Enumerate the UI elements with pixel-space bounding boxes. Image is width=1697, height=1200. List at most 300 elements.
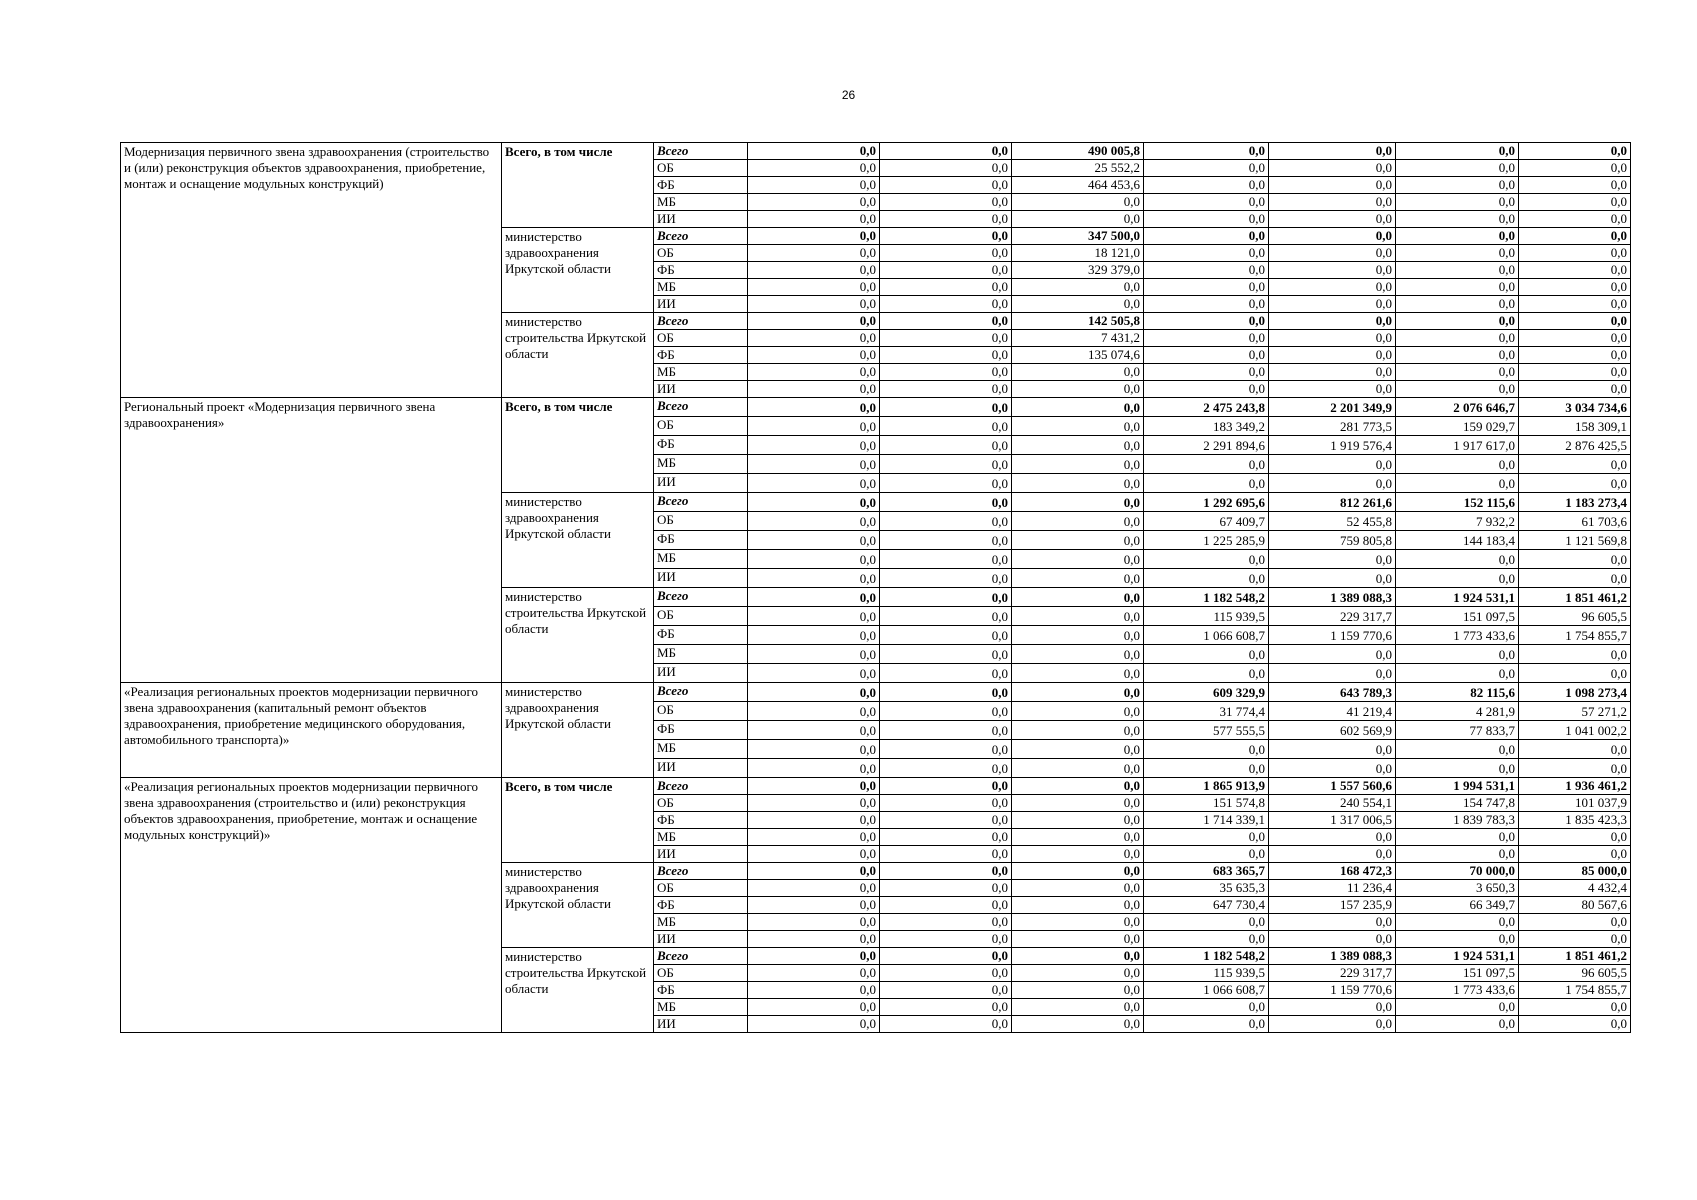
funding-source-cell: Всего — [654, 683, 748, 702]
amount-cell: 0,0 — [1269, 279, 1396, 296]
amount-cell: 240 554,1 — [1269, 795, 1396, 812]
funding-source-cell: ОБ — [654, 702, 748, 721]
amount-cell: 1 835 423,3 — [1519, 812, 1631, 829]
amount-cell: 0,0 — [1269, 664, 1396, 683]
amount-cell: 18 121,0 — [1012, 245, 1144, 262]
amount-cell: 0,0 — [748, 143, 880, 160]
amount-cell: 0,0 — [880, 569, 1012, 588]
amount-cell: 0,0 — [880, 914, 1012, 931]
amount-cell: 0,0 — [1144, 645, 1269, 664]
amount-cell: 0,0 — [1396, 313, 1519, 330]
amount-cell: 0,0 — [748, 398, 880, 417]
amount-cell: 0,0 — [1012, 683, 1144, 702]
amount-cell: 0,0 — [1519, 194, 1631, 211]
amount-cell: 0,0 — [880, 194, 1012, 211]
amount-cell: 0,0 — [880, 626, 1012, 645]
funding-source-cell: ОБ — [654, 795, 748, 812]
amount-cell: 154 747,8 — [1396, 795, 1519, 812]
responsible-executor-cell: министерство строительства Иркутской области — [502, 588, 654, 683]
funding-source-cell: ОБ — [654, 245, 748, 262]
amount-cell: 490 005,8 — [1012, 143, 1144, 160]
funding-source-cell: ИИ — [654, 931, 748, 948]
amount-cell: 0,0 — [748, 1016, 880, 1033]
funding-source-cell: Всего — [654, 143, 748, 160]
amount-cell: 0,0 — [880, 740, 1012, 759]
amount-cell: 0,0 — [1012, 626, 1144, 645]
amount-cell: 0,0 — [1012, 965, 1144, 982]
amount-cell: 1 754 855,7 — [1519, 982, 1631, 999]
amount-cell: 115 939,5 — [1144, 607, 1269, 626]
amount-cell: 1 714 339,1 — [1144, 812, 1269, 829]
amount-cell: 0,0 — [1396, 381, 1519, 398]
amount-cell: 0,0 — [880, 664, 1012, 683]
amount-cell: 0,0 — [1144, 474, 1269, 493]
amount-cell: 0,0 — [1269, 296, 1396, 313]
amount-cell: 0,0 — [1519, 364, 1631, 381]
responsible-executor-cell: министерство здравоохранения Иркутской области — [502, 683, 654, 778]
amount-cell: 0,0 — [1396, 664, 1519, 683]
amount-cell: 35 635,3 — [1144, 880, 1269, 897]
amount-cell: 0,0 — [1012, 664, 1144, 683]
amount-cell: 0,0 — [748, 569, 880, 588]
amount-cell: 0,0 — [748, 279, 880, 296]
funding-source-cell: МБ — [654, 999, 748, 1016]
funding-source-cell: ИИ — [654, 211, 748, 228]
amount-cell: 1 936 461,2 — [1519, 778, 1631, 795]
amount-cell: 0,0 — [880, 846, 1012, 863]
amount-cell: 0,0 — [1519, 279, 1631, 296]
amount-cell: 0,0 — [1396, 245, 1519, 262]
amount-cell: 0,0 — [1012, 436, 1144, 455]
amount-cell: 0,0 — [1269, 1016, 1396, 1033]
amount-cell: 0,0 — [880, 999, 1012, 1016]
amount-cell: 96 605,5 — [1519, 965, 1631, 982]
amount-cell: 0,0 — [1396, 550, 1519, 569]
amount-cell: 281 773,5 — [1269, 417, 1396, 436]
amount-cell: 2 475 243,8 — [1144, 398, 1269, 417]
amount-cell: 0,0 — [748, 863, 880, 880]
amount-cell: 0,0 — [1012, 417, 1144, 436]
amount-cell: 67 409,7 — [1144, 512, 1269, 531]
amount-cell: 0,0 — [1519, 664, 1631, 683]
amount-cell: 0,0 — [1144, 194, 1269, 211]
funding-source-cell: МБ — [654, 740, 748, 759]
amount-cell: 0,0 — [1012, 982, 1144, 999]
amount-cell: 1 159 770,6 — [1269, 982, 1396, 999]
amount-cell: 1 182 548,2 — [1144, 588, 1269, 607]
amount-cell: 101 037,9 — [1519, 795, 1631, 812]
table-row — [121, 778, 1631, 795]
amount-cell: 0,0 — [748, 664, 880, 683]
amount-cell: 0,0 — [1144, 381, 1269, 398]
amount-cell: 0,0 — [1012, 474, 1144, 493]
amount-cell: 0,0 — [1144, 740, 1269, 759]
funding-source-cell: ФБ — [654, 982, 748, 999]
amount-cell: 1 225 285,9 — [1144, 531, 1269, 550]
amount-cell: 0,0 — [1144, 330, 1269, 347]
amount-cell: 0,0 — [1012, 296, 1144, 313]
page-number: 26 — [841, 88, 856, 102]
amount-cell: 0,0 — [1012, 493, 1144, 512]
amount-cell: 0,0 — [1144, 160, 1269, 177]
responsible-executor-cell: министерство здравоохранения Иркутской области — [502, 493, 654, 588]
amount-cell: 66 349,7 — [1396, 897, 1519, 914]
amount-cell: 683 365,7 — [1144, 863, 1269, 880]
amount-cell: 0,0 — [1269, 160, 1396, 177]
amount-cell: 0,0 — [1012, 702, 1144, 721]
funding-source-cell: ИИ — [654, 759, 748, 778]
amount-cell: 0,0 — [748, 417, 880, 436]
amount-cell: 31 774,4 — [1144, 702, 1269, 721]
amount-cell: 0,0 — [1269, 550, 1396, 569]
amount-cell: 0,0 — [880, 245, 1012, 262]
amount-cell: 0,0 — [1012, 194, 1144, 211]
amount-cell: 1 557 560,6 — [1269, 778, 1396, 795]
amount-cell: 0,0 — [1144, 211, 1269, 228]
amount-cell: 0,0 — [880, 398, 1012, 417]
amount-cell: 0,0 — [1519, 160, 1631, 177]
amount-cell: 7 431,2 — [1012, 330, 1144, 347]
amount-cell: 0,0 — [1519, 313, 1631, 330]
amount-cell: 0,0 — [748, 982, 880, 999]
responsible-executor-cell: министерство строительства Иркутской области — [502, 948, 654, 1033]
amount-cell: 0,0 — [880, 330, 1012, 347]
amount-cell: 0,0 — [1269, 228, 1396, 245]
amount-cell: 2 876 425,5 — [1519, 436, 1631, 455]
amount-cell: 0,0 — [1012, 778, 1144, 795]
funding-source-cell: ИИ — [654, 381, 748, 398]
amount-cell: 0,0 — [880, 880, 1012, 897]
amount-cell: 577 555,5 — [1144, 721, 1269, 740]
budget-table — [120, 142, 1631, 1033]
amount-cell: 0,0 — [748, 645, 880, 664]
amount-cell: 4 281,9 — [1396, 702, 1519, 721]
amount-cell: 0,0 — [1144, 262, 1269, 279]
amount-cell: 0,0 — [1012, 512, 1144, 531]
funding-source-cell: МБ — [654, 455, 748, 474]
funding-source-cell: ОБ — [654, 417, 748, 436]
amount-cell: 0,0 — [1012, 381, 1144, 398]
amount-cell: 0,0 — [1396, 1016, 1519, 1033]
amount-cell: 0,0 — [748, 914, 880, 931]
amount-cell: 0,0 — [1012, 999, 1144, 1016]
amount-cell: 0,0 — [1012, 829, 1144, 846]
amount-cell: 0,0 — [748, 702, 880, 721]
amount-cell: 41 219,4 — [1269, 702, 1396, 721]
funding-source-cell: Всего — [654, 398, 748, 417]
funding-source-cell: МБ — [654, 279, 748, 296]
amount-cell: 0,0 — [1269, 740, 1396, 759]
table-row — [121, 143, 1631, 160]
amount-cell: 96 605,5 — [1519, 607, 1631, 626]
amount-cell: 0,0 — [1396, 228, 1519, 245]
amount-cell: 0,0 — [1396, 279, 1519, 296]
amount-cell: 0,0 — [1012, 740, 1144, 759]
amount-cell: 0,0 — [1012, 759, 1144, 778]
amount-cell: 0,0 — [748, 194, 880, 211]
amount-cell: 0,0 — [1269, 381, 1396, 398]
amount-cell: 0,0 — [748, 493, 880, 512]
amount-cell: 0,0 — [880, 455, 1012, 474]
amount-cell: 0,0 — [1519, 569, 1631, 588]
amount-cell: 0,0 — [880, 965, 1012, 982]
amount-cell: 0,0 — [748, 897, 880, 914]
amount-cell: 0,0 — [748, 474, 880, 493]
amount-cell: 0,0 — [1269, 330, 1396, 347]
amount-cell: 0,0 — [748, 531, 880, 550]
amount-cell: 0,0 — [1012, 812, 1144, 829]
amount-cell: 0,0 — [1396, 645, 1519, 664]
amount-cell: 0,0 — [1519, 829, 1631, 846]
amount-cell: 0,0 — [748, 795, 880, 812]
amount-cell: 0,0 — [748, 607, 880, 626]
amount-cell: 0,0 — [748, 455, 880, 474]
amount-cell: 0,0 — [880, 897, 1012, 914]
amount-cell: 0,0 — [1396, 914, 1519, 931]
amount-cell: 0,0 — [880, 982, 1012, 999]
amount-cell: 0,0 — [1269, 143, 1396, 160]
amount-cell: 0,0 — [1519, 759, 1631, 778]
responsible-executor-cell: Всего, в том числе — [502, 778, 654, 863]
amount-cell: 0,0 — [748, 296, 880, 313]
amount-cell: 0,0 — [1396, 330, 1519, 347]
amount-cell: 0,0 — [1269, 245, 1396, 262]
amount-cell: 157 235,9 — [1269, 897, 1396, 914]
amount-cell: 0,0 — [1269, 347, 1396, 364]
amount-cell: 0,0 — [748, 626, 880, 645]
amount-cell: 3 650,3 — [1396, 880, 1519, 897]
amount-cell: 1 292 695,6 — [1144, 493, 1269, 512]
amount-cell: 0,0 — [1012, 721, 1144, 740]
amount-cell: 0,0 — [1519, 914, 1631, 931]
amount-cell: 0,0 — [1269, 474, 1396, 493]
amount-cell: 0,0 — [1396, 347, 1519, 364]
funding-source-cell: ОБ — [654, 330, 748, 347]
amount-cell: 0,0 — [1396, 829, 1519, 846]
funding-source-cell: Всего — [654, 778, 748, 795]
amount-cell: 0,0 — [1144, 914, 1269, 931]
amount-cell: 152 115,6 — [1396, 493, 1519, 512]
amount-cell: 0,0 — [1012, 364, 1144, 381]
amount-cell: 0,0 — [1269, 364, 1396, 381]
amount-cell: 0,0 — [1519, 931, 1631, 948]
amount-cell: 57 271,2 — [1519, 702, 1631, 721]
amount-cell: 0,0 — [1519, 245, 1631, 262]
amount-cell: 1 773 433,6 — [1396, 626, 1519, 645]
amount-cell: 0,0 — [748, 211, 880, 228]
amount-cell: 0,0 — [880, 279, 1012, 296]
responsible-executor-cell: министерство здравоохранения Иркутской области — [502, 228, 654, 313]
amount-cell: 0,0 — [1396, 999, 1519, 1016]
amount-cell: 643 789,3 — [1269, 683, 1396, 702]
amount-cell: 0,0 — [1269, 645, 1396, 664]
amount-cell: 0,0 — [880, 296, 1012, 313]
amount-cell: 0,0 — [880, 721, 1012, 740]
amount-cell: 1 066 608,7 — [1144, 982, 1269, 999]
amount-cell: 0,0 — [1519, 740, 1631, 759]
amount-cell: 80 567,6 — [1519, 897, 1631, 914]
amount-cell: 0,0 — [880, 493, 1012, 512]
amount-cell: 0,0 — [1269, 759, 1396, 778]
amount-cell: 0,0 — [1012, 645, 1144, 664]
amount-cell: 0,0 — [1396, 296, 1519, 313]
measure-name-cell: Модернизация первичного звена здравоохранения (строительство и (или) реконструкция объектов здравоохранения, приобретение, монтаж и оснащение модульных конструкций) — [121, 143, 502, 398]
amount-cell: 0,0 — [748, 177, 880, 194]
amount-cell: 0,0 — [880, 683, 1012, 702]
table-row — [121, 683, 1631, 702]
amount-cell: 0,0 — [1396, 364, 1519, 381]
amount-cell: 0,0 — [1519, 347, 1631, 364]
amount-cell: 0,0 — [1396, 194, 1519, 211]
amount-cell: 0,0 — [880, 474, 1012, 493]
measure-name-cell: «Реализация региональных проектов модернизации первичного звена здравоохранения (строительство и (или) реконструкция объектов здравоохранения, приобретение, монтаж и оснащение модульных конструкций)» — [121, 778, 502, 1033]
funding-source-cell: ИИ — [654, 846, 748, 863]
amount-cell: 159 029,7 — [1396, 417, 1519, 436]
amount-cell: 0,0 — [880, 211, 1012, 228]
measure-name-cell: «Реализация региональных проектов модернизации первичного звена здравоохранения (капитальный ремонт объектов здравоохранения, приобретение медицинского оборудования, автомобильного транспорта)» — [121, 683, 502, 778]
amount-cell: 0,0 — [1396, 262, 1519, 279]
amount-cell: 0,0 — [880, 829, 1012, 846]
funding-source-cell: Всего — [654, 948, 748, 965]
amount-cell: 0,0 — [1269, 455, 1396, 474]
amount-cell: 0,0 — [748, 330, 880, 347]
amount-cell: 0,0 — [748, 880, 880, 897]
amount-cell: 0,0 — [1519, 550, 1631, 569]
amount-cell: 0,0 — [1012, 607, 1144, 626]
amount-cell: 0,0 — [1269, 846, 1396, 863]
amount-cell: 0,0 — [880, 381, 1012, 398]
amount-cell: 229 317,7 — [1269, 965, 1396, 982]
funding-source-cell: МБ — [654, 194, 748, 211]
amount-cell: 0,0 — [748, 999, 880, 1016]
amount-cell: 0,0 — [1144, 364, 1269, 381]
funding-source-cell: ФБ — [654, 531, 748, 550]
amount-cell: 0,0 — [880, 702, 1012, 721]
amount-cell: 0,0 — [748, 364, 880, 381]
amount-cell: 329 379,0 — [1012, 262, 1144, 279]
amount-cell: 168 472,3 — [1269, 863, 1396, 880]
amount-cell: 0,0 — [1012, 948, 1144, 965]
funding-source-cell: ИИ — [654, 1016, 748, 1033]
amount-cell: 0,0 — [1396, 931, 1519, 948]
amount-cell: 0,0 — [1012, 398, 1144, 417]
amount-cell: 1 121 569,8 — [1519, 531, 1631, 550]
amount-cell: 0,0 — [1144, 829, 1269, 846]
amount-cell: 0,0 — [1012, 211, 1144, 228]
amount-cell: 1 098 273,4 — [1519, 683, 1631, 702]
amount-cell: 0,0 — [1144, 347, 1269, 364]
amount-cell: 0,0 — [880, 531, 1012, 550]
amount-cell: 0,0 — [1012, 1016, 1144, 1033]
amount-cell: 0,0 — [880, 948, 1012, 965]
measure-name-cell: Региональный проект «Модернизация первичного звена здравоохранения» — [121, 398, 502, 683]
amount-cell: 52 455,8 — [1269, 512, 1396, 531]
amount-cell: 151 097,5 — [1396, 965, 1519, 982]
table-row — [121, 398, 1631, 417]
amount-cell: 1 041 002,2 — [1519, 721, 1631, 740]
amount-cell: 0,0 — [748, 846, 880, 863]
amount-cell: 229 317,7 — [1269, 607, 1396, 626]
amount-cell: 0,0 — [748, 683, 880, 702]
amount-cell: 0,0 — [1396, 211, 1519, 228]
amount-cell: 0,0 — [1144, 313, 1269, 330]
amount-cell: 0,0 — [1519, 474, 1631, 493]
amount-cell: 1 839 783,3 — [1396, 812, 1519, 829]
amount-cell: 3 034 734,6 — [1519, 398, 1631, 417]
amount-cell: 0,0 — [880, 645, 1012, 664]
amount-cell: 0,0 — [1012, 279, 1144, 296]
funding-source-cell: ОБ — [654, 512, 748, 531]
amount-cell: 0,0 — [880, 1016, 1012, 1033]
amount-cell: 0,0 — [1012, 897, 1144, 914]
amount-cell: 0,0 — [1396, 474, 1519, 493]
amount-cell: 0,0 — [1144, 664, 1269, 683]
amount-cell: 0,0 — [748, 512, 880, 531]
amount-cell: 0,0 — [1519, 262, 1631, 279]
amount-cell: 0,0 — [1519, 177, 1631, 194]
amount-cell: 0,0 — [1396, 759, 1519, 778]
amount-cell: 0,0 — [1396, 160, 1519, 177]
amount-cell: 144 183,4 — [1396, 531, 1519, 550]
amount-cell: 0,0 — [1144, 550, 1269, 569]
amount-cell: 0,0 — [1396, 143, 1519, 160]
amount-cell: 1 919 576,4 — [1269, 436, 1396, 455]
funding-source-cell: ОБ — [654, 607, 748, 626]
funding-source-cell: ФБ — [654, 262, 748, 279]
amount-cell: 0,0 — [748, 347, 880, 364]
amount-cell: 0,0 — [1144, 279, 1269, 296]
amount-cell: 647 730,4 — [1144, 897, 1269, 914]
amount-cell: 0,0 — [880, 588, 1012, 607]
amount-cell: 1 851 461,2 — [1519, 948, 1631, 965]
amount-cell: 0,0 — [1269, 999, 1396, 1016]
amount-cell: 0,0 — [748, 228, 880, 245]
amount-cell: 0,0 — [1519, 143, 1631, 160]
amount-cell: 0,0 — [880, 347, 1012, 364]
amount-cell: 0,0 — [1269, 569, 1396, 588]
funding-source-cell: Всего — [654, 588, 748, 607]
amount-cell: 0,0 — [748, 948, 880, 965]
amount-cell: 0,0 — [880, 607, 1012, 626]
amount-cell: 0,0 — [1012, 550, 1144, 569]
amount-cell: 61 703,6 — [1519, 512, 1631, 531]
amount-cell: 0,0 — [1519, 296, 1631, 313]
amount-cell: 0,0 — [1144, 177, 1269, 194]
amount-cell: 0,0 — [1519, 645, 1631, 664]
amount-cell: 0,0 — [748, 759, 880, 778]
amount-cell: 0,0 — [1269, 194, 1396, 211]
amount-cell: 77 833,7 — [1396, 721, 1519, 740]
funding-source-cell: ИИ — [654, 474, 748, 493]
amount-cell: 0,0 — [748, 160, 880, 177]
funding-source-cell: ФБ — [654, 626, 748, 645]
amount-cell: 0,0 — [1396, 569, 1519, 588]
amount-cell: 0,0 — [880, 143, 1012, 160]
amount-cell: 0,0 — [748, 381, 880, 398]
funding-source-cell: Всего — [654, 863, 748, 880]
amount-cell: 1 994 531,1 — [1396, 778, 1519, 795]
amount-cell: 0,0 — [1519, 381, 1631, 398]
amount-cell: 1 754 855,7 — [1519, 626, 1631, 645]
amount-cell: 0,0 — [1144, 931, 1269, 948]
amount-cell: 0,0 — [880, 262, 1012, 279]
amount-cell: 0,0 — [748, 778, 880, 795]
amount-cell: 4 432,4 — [1519, 880, 1631, 897]
amount-cell: 142 505,8 — [1012, 313, 1144, 330]
amount-cell: 0,0 — [1519, 455, 1631, 474]
funding-source-cell: ИИ — [654, 296, 748, 313]
amount-cell: 1 917 617,0 — [1396, 436, 1519, 455]
